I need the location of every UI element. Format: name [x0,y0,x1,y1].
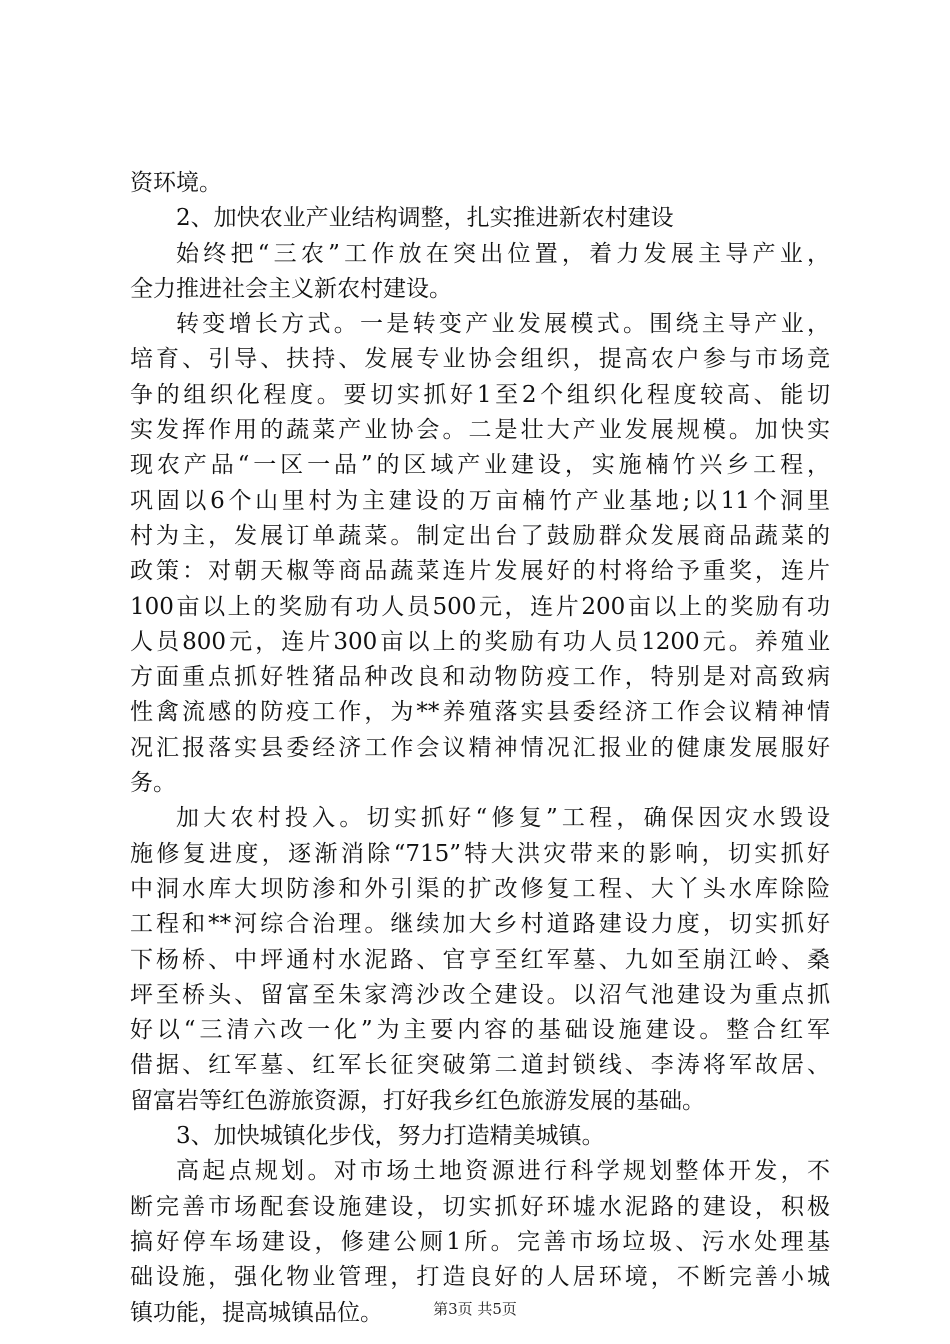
text-line: 100亩以上的奖励有功人员500元，连片200亩以上的奖励有功 [130,593,830,620]
text-line: 镇功能，提高城镇品位。 [130,1299,383,1326]
document-body [130,166,830,1331]
text-line: 坪至桥头、留富至朱家湾沙改仝建设。以沼气池建设为重点抓 [130,981,830,1008]
text-line: 高起点规划。对市场土地资源进行科学规划整体开发，不 [176,1158,830,1185]
text-line: 留富岩等红色游旅资源，打好我乡红色旅游发展的基础。 [130,1087,705,1114]
text-line: 借据、红军墓、红军长征突破第二道封锁线、李涛将军故居、 [130,1052,830,1079]
text-line: 始终把“三农”工作放在突出位置，着力发展主导产业， [176,240,830,267]
text-line: 工程和**河综合治理。继续加大乡村道路建设力度，切实抓好 [130,911,830,938]
text-line: 好以“三清六改一化”为主要内容的基础设施建设。整合红军 [130,1017,830,1044]
text-line: 中洞水库大坝防渗和外引渠的扩改修复工程、大丫头水库除险 [130,875,830,902]
text-line: 性禽流感的防疫工作，为**养殖落实县委经济工作会议精神情 [130,699,830,726]
text-line: 争的组织化程度。要切实抓好1至2个组织化程度较高、能切 [130,381,830,408]
text-line: 况汇报落实县委经济工作会议精神情况汇报业的健康发展服好 [130,734,830,761]
text-line: 人员800元，连片300亩以上的奖励有功人员1200元。养殖业 [130,628,830,655]
page-number-label: 第3页 共5页 [433,1300,517,1318]
page-footer [0,1298,950,1319]
text-line: 培育、引导、扶持、发展专业协会组织，提高农户参与市场竞 [130,346,830,373]
text-line: 现农产品“一区一品”的区域产业建设，实施楠竹兴乡工程， [130,452,830,479]
text-line: 村为主，发展订单蔬菜。制定出台了鼓励群众发展商品蔬菜的 [130,522,830,549]
text-line: 转变增长方式。一是转变产业发展模式。围绕主导产业， [176,311,830,338]
text-line: 搞好停车场建设，修建公厕1所。完善市场垃圾、污水处理基 [130,1228,830,1255]
text-line: 巩固以6个山里村为主建设的万亩楠竹产业基地;以11个洞里 [130,487,830,514]
text-line: 加大农村投入。切实抓好“修复”工程，确保因灾水毁设 [176,805,830,832]
text-line: 施修复进度，逐渐消除“715”特大洪灾带来的影响，切实抓好 [130,840,830,867]
text-line: 下杨桥、中坪通村水泥路、官亨至红军墓、九如至崩江岭、桑 [130,946,830,973]
text-line: 3、加快城镇化步伐，努力打造精美城镇。 [176,1123,605,1150]
text-line: 全力推进社会主义新农村建设。 [130,275,452,302]
text-line: 方面重点抓好牲猪品种改良和动物防疫工作，特别是对高致病 [130,664,830,691]
text-line: 务。 [130,770,176,797]
text-line: 础设施，强化物业管理，打造良好的人居环境，不断完善小城 [130,1264,830,1291]
text-line: 资环境。 [130,170,222,196]
text-line: 断完善市场配套设施建设，切实抓好环墟水泥路的建设，积极 [130,1193,830,1220]
text-line: 2、加快农业产业结构调整，扎实推进新农村建设 [176,205,674,232]
text-line: 实发挥作用的蔬菜产业协会。二是壮大产业发展规模。加快实 [130,417,830,444]
text-line: 政策：对朝天椒等商品蔬菜连片发展好的村将给予重奖，连片 [130,558,830,585]
